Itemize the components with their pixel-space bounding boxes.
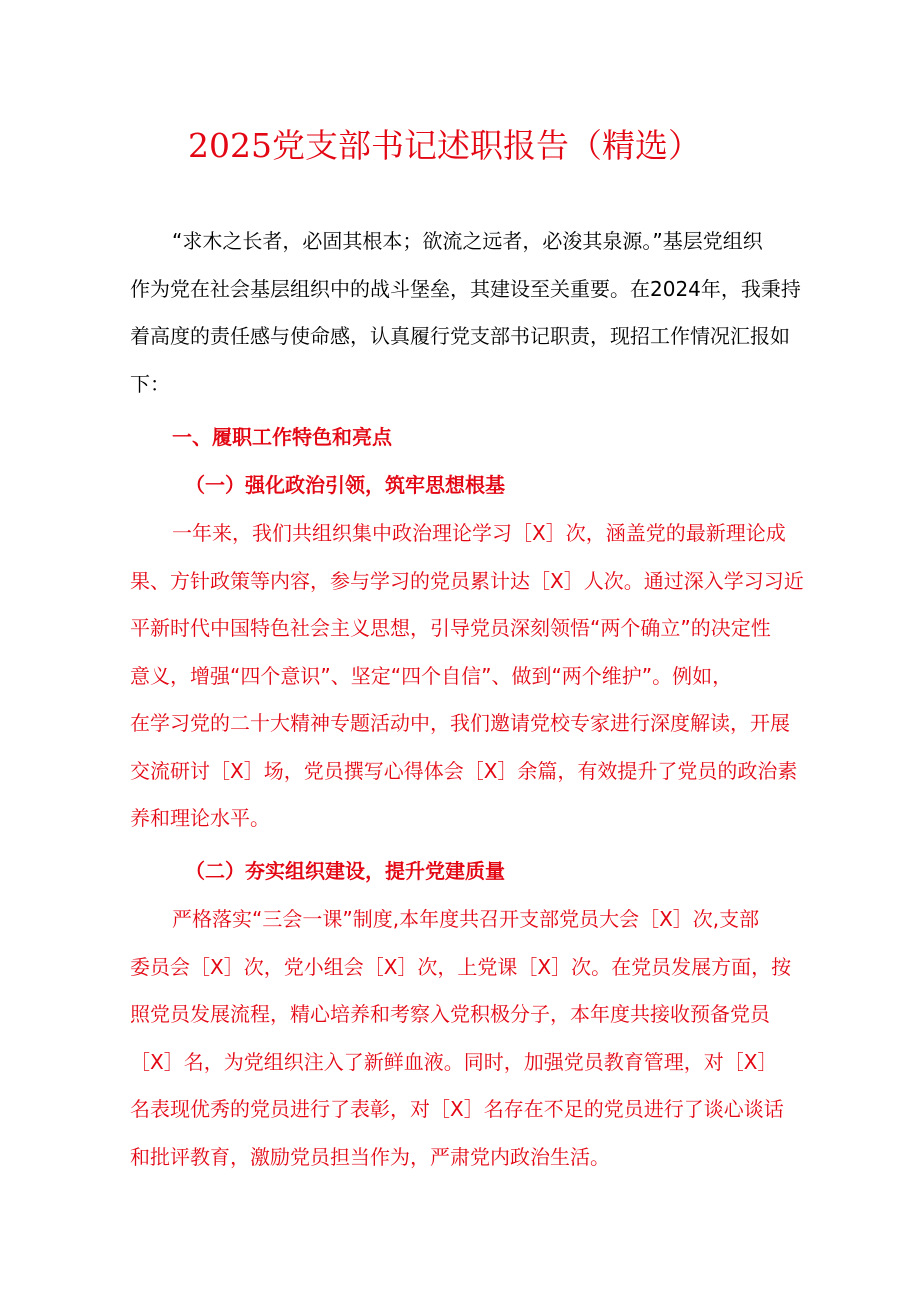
paragraph-line: 养和理论水平。 <box>130 806 270 830</box>
intro-line: 下： <box>130 371 170 396</box>
paragraph-line: 交流研讨［X］场，党员撰写心得体会［X］余篇，有效提升了党员的政治素 <box>130 758 798 783</box>
subsection-heading: （二）夯实组织建设，提升党建质量 <box>185 859 505 883</box>
intro-paragraph <box>130 218 805 408</box>
paragraph-line: 照党员发展流程，精心培养和考察入党积极分子，本年度共接收预备党员 <box>130 1002 770 1026</box>
paragraph-line: 委员会［X］次，党小组会［X］次，上党课［X］次。在党员发展方面，按 <box>130 954 792 979</box>
paragraph-line: 平新时代中国特色社会主义思想，引导党员深刻领悟“两个确立”的决定性 <box>130 616 771 640</box>
paragraph-line: 在学习党的二十大精神专题活动中，我们邀请党校专家进行深度解读，开展 <box>130 711 790 735</box>
intro-line: “求木之长者，必固其根本；欲流之远者，必浚其泉源。”基层党组织 <box>172 229 763 253</box>
paragraph-line: 严格落实“三会一课”制度,本年度共召开支部党员大会［X］次,支部 <box>172 907 760 931</box>
subsection-heading: （一）强化政治引领，筑牢思想根基 <box>185 473 505 497</box>
paragraph-line: 果、方针政策等内容，参与学习的党员累计达［X］人次。通过深入学习习近 <box>130 568 804 593</box>
paragraph-line: 一年来，我们共组织集中政治理论学习［X］次，涵盖党的最新理论成 <box>172 521 786 545</box>
intro-line: 着高度的责任感与使命感，认真履行党支部书记职责，现招工作情况汇报如 <box>130 324 790 348</box>
paragraph-line: ［X］名，为党组织注入了新鲜血液。同时，加强党员教育管理，对［X］ <box>130 1049 778 1074</box>
paragraph-line: 意义，增强“四个意识”、坚定“四个自信”、做到“两个维护”。例如， <box>130 663 733 688</box>
subsection-paragraph <box>130 510 805 843</box>
document-title: 2025党支部书记述职报告（精选） <box>188 126 701 165</box>
paragraph-line: 和批评教育，激励党员担当作为，严肃党内政治生活。 <box>130 1144 610 1169</box>
paragraph-line: 名表现优秀的党员进行了表彰，对［X］名存在不足的党员进行了谈心谈话 <box>130 1097 784 1121</box>
intro-line: 作为党在社会基层组织中的战斗堡垒，其建设至关重要。在2024年，我秉持 <box>130 276 801 301</box>
subsection-paragraph <box>130 896 805 1181</box>
section-heading: 一、履职工作特色和亮点 <box>172 425 392 449</box>
